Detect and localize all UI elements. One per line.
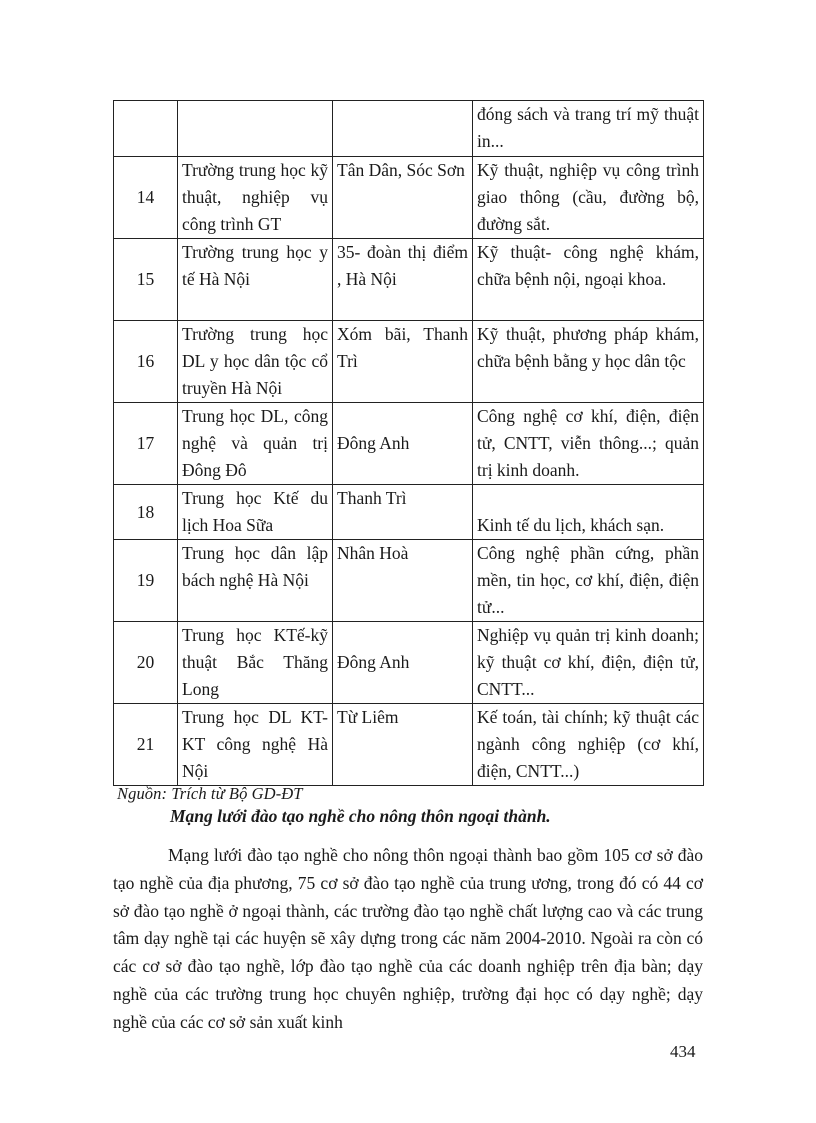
row-number: 21 <box>114 704 178 786</box>
school-name: Trung học KTế-kỹ thuật Bắc Thăng Long <box>178 622 333 704</box>
school-name: Trường trung học y tế Hà Nội <box>178 239 333 321</box>
table-row <box>114 540 704 622</box>
page-number: 434 <box>670 1042 696 1061</box>
training-specialty: Công nghệ phần cứng, phần mền, tin học, cơ khí, điện, điện tử... <box>473 540 704 622</box>
school-name <box>178 101 333 157</box>
training-specialty: Kỹ thuật, nghiệp vụ công trình giao thông (cầu, đường bộ, đường sắt. <box>473 157 704 239</box>
row-number: 17 <box>114 403 178 485</box>
body-paragraph-container <box>113 842 703 1037</box>
row-number: 15 <box>114 239 178 321</box>
school-location: Đông Anh <box>333 403 473 485</box>
school-location: Tân Dân, Sóc Sơn <box>333 157 473 239</box>
row-number: 18 <box>114 485 178 540</box>
row-number: 16 <box>114 321 178 403</box>
school-location: Nhân Hoà <box>333 540 473 622</box>
training-specialty: Công nghệ cơ khí, điện, điện tử, CNTT, viễn thông...; quản trị kinh doanh. <box>473 403 704 485</box>
training-specialty: Kỹ thuật, phương pháp khám, chữa bệnh bằng y học dân tộc <box>473 321 704 403</box>
schools-table <box>113 100 704 786</box>
table-row <box>114 622 704 704</box>
training-specialty: Nghiệp vụ quản trị kinh doanh; kỹ thuật cơ khí, điện, điện tử, CNTT... <box>473 622 704 704</box>
school-name: Trung học Ktế du lịch Hoa Sữa <box>178 485 333 540</box>
training-specialty: Kinh tế du lịch, khách sạn. <box>473 485 704 540</box>
school-location: Đông Anh <box>333 622 473 704</box>
school-location: 35- đoàn thị điểm , Hà Nội <box>333 239 473 321</box>
training-specialty: Kỹ thuật- công nghệ khám, chữa bệnh nội, ngoại khoa. <box>473 239 704 321</box>
table-row <box>114 239 704 321</box>
school-location: Thanh Trì <box>333 485 473 540</box>
section-heading: Mạng lưới đào tạo nghề cho nông thôn ngoại thành. <box>170 806 551 826</box>
school-name: Trường trung học kỹ thuật, nghiệp vụ công trình GT <box>178 157 333 239</box>
source-note: Nguồn: Trích từ Bộ GD-ĐT <box>117 784 303 803</box>
school-name: Trung học DL KT- KT công nghệ Hà Nội <box>178 704 333 786</box>
school-name: Trung học dân lập bách nghệ Hà Nội <box>178 540 333 622</box>
body-paragraph: Mạng lưới đào tạo nghề cho nông thôn ngoại thành bao gồm 105 cơ sở đào tạo nghề của địa phương, 75 cơ sở đào tạo nghề của trung ương, trong đó có 44 cơ sở đào tạo nghề ở ngoại thành, các trường đào tạo nghề chất lượng cao và các trung tâm dạy nghề tại các huyện sẽ xây dựng trong các năm 2004-2010. Ngoài ra còn có các cơ sở đào tạo nghề, lớp đào tạo nghề của các doanh nghiệp trên địa bàn; dạy nghề của các trường trung học chuyên nghiệp, trường đại học có dạy nghề; dạy nghề của các cơ sở sản xuất kinh <box>113 845 703 1032</box>
table-row <box>114 704 704 786</box>
row-number <box>114 101 178 157</box>
school-location: Từ Liêm <box>333 704 473 786</box>
training-specialty: Kế toán, tài chính; kỹ thuật các ngành công nghiệp (cơ khí, điện, CNTT...) <box>473 704 704 786</box>
table-row <box>114 485 704 540</box>
school-name: Trường trung học DL y học dân tộc cổ truyền Hà Nội <box>178 321 333 403</box>
table-row <box>114 403 704 485</box>
school-location <box>333 101 473 157</box>
school-location: Xóm bãi, Thanh Trì <box>333 321 473 403</box>
table-row <box>114 157 704 239</box>
row-number: 19 <box>114 540 178 622</box>
table-row <box>114 321 704 403</box>
table-row <box>114 101 704 157</box>
school-name: Trung học DL, công nghệ và quản trị Đông Đô <box>178 403 333 485</box>
row-number: 14 <box>114 157 178 239</box>
training-specialty: đóng sách và trang trí mỹ thuật in... <box>473 101 704 157</box>
row-number: 20 <box>114 622 178 704</box>
schools-table-container <box>113 100 703 786</box>
